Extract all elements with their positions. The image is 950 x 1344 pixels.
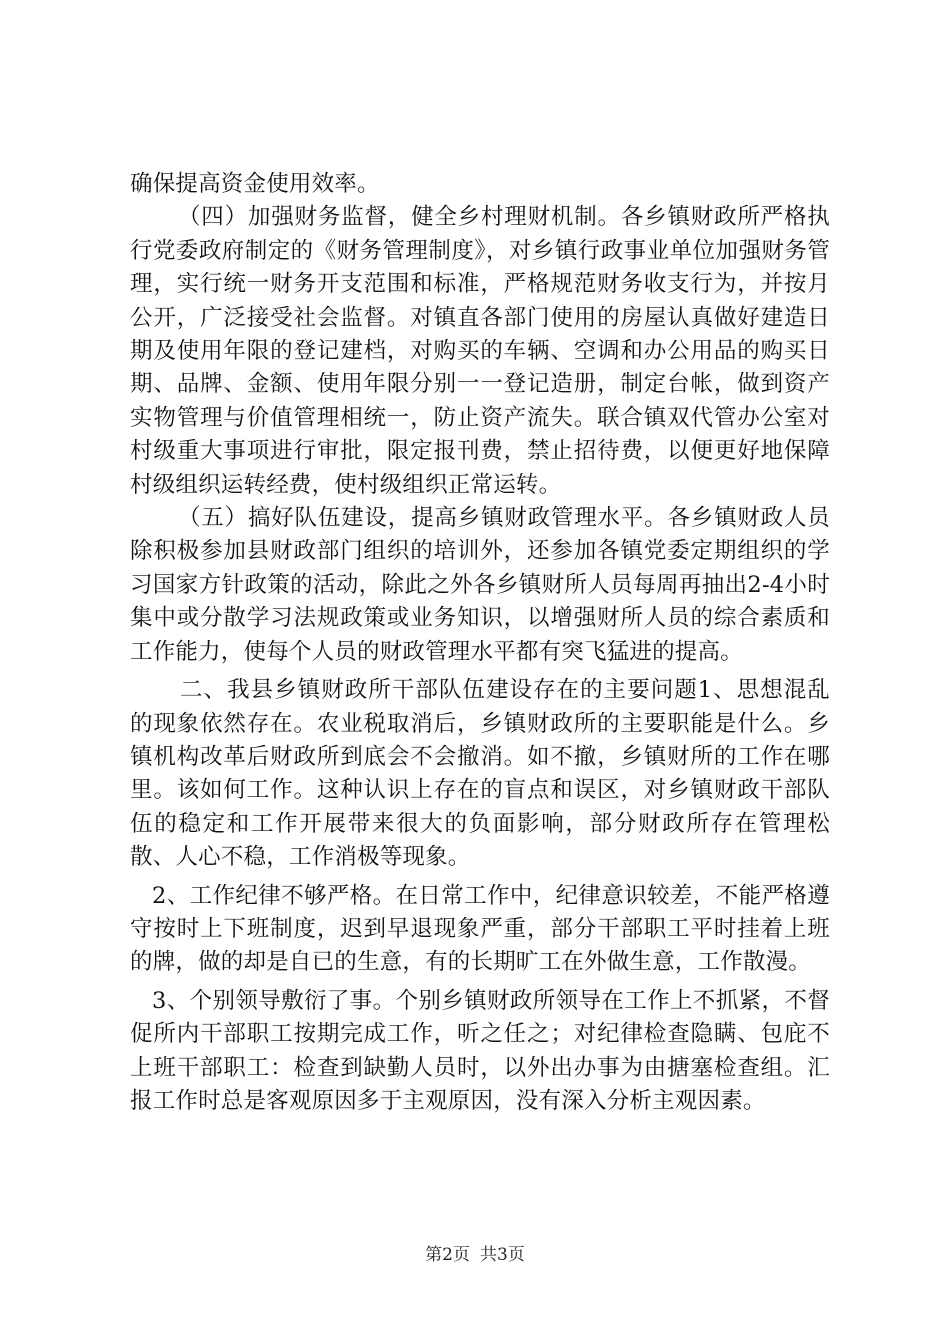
paragraph-problem-three: 3、个别领导敷衍了事。个别乡镇财政所领导在工作上不抓紧，不督促所内干部职工按期完成工作，听之任之；对纪律检查隐瞒、包庇不上班干部职工：检查到缺勤人员时，以外出办事为由搪塞检查组。汇报工作时总是客观原因多于主观原因，没有深入分析主观因素。	[130, 987, 830, 1114]
paragraph-continuation: 确保提高资金使用效率。	[130, 171, 380, 197]
page-number-total: 共3页	[480, 1245, 525, 1265]
paragraph-section-four: （四）加强财务监督，健全乡村理财机制。各乡镇财政所严格执行党委政府制定的《财务管理制度》，对乡镇行政事业单位加强财务管理，实行统一财务开支范围和标准，严格规范财务收支行为，并按月公开，广泛接受社会监督。对镇直各部门使用的房屋认真做好建造日期及使用年限的登记建档，对购买的车辆、空调和办公用品的购买日期、品牌、金额、使用年限分别一一登记造册，制定台帐，做到资产实物管理与价值管理相统一，防止资产流失。联合镇双代管办公室对村级重大事项进行审批，限定报刊费，禁止招待费，以便更好地保障村级组织运转经费，使村级组织正常运转。	[130, 204, 830, 498]
paragraph-problems-heading: 二、我县乡镇财政所干部队伍建设存在的主要问题1、思想混乱的现象依然存在。农业税取消后，乡镇财政所的主要职能是什么。乡镇机构改革后财政所到底会不会撤消。如不撤，乡镇财所的工作在哪里。该如何工作。这种认识上存在的盲点和误区，对乡镇财政干部队伍的稳定和工作开展带来很大的负面影响，部分财政所存在管理松散、人心不稳，工作消极等现象。	[130, 677, 830, 871]
document-body	[130, 168, 830, 1118]
paragraph-problem-two: 2、工作纪律不够严格。在日常工作中，纪律意识较差，不能严格遵守按时上下班制度，迟到早退现象严重，部分干部职工平时挂着上班的牌，做的却是自已的生意，有的长期旷工在外做生意，工作散漫。	[130, 882, 830, 976]
page-footer	[0, 1240, 950, 1265]
page-number-current: 第2页	[425, 1245, 470, 1265]
paragraph-section-five: （五）搞好队伍建设，提高乡镇财政管理水平。各乡镇财政人员除积极参加县财政部门组织的培训外，还参加各镇党委定期组织的学习国家方针政策的活动，除此之外各乡镇财所人员每周再抽出2-4小时集中或分散学习法规政策或业务知识，以增强财所人员的综合素质和工作能力，使每个人员的财政管理水平都有突飞猛进的提高。	[130, 505, 830, 665]
